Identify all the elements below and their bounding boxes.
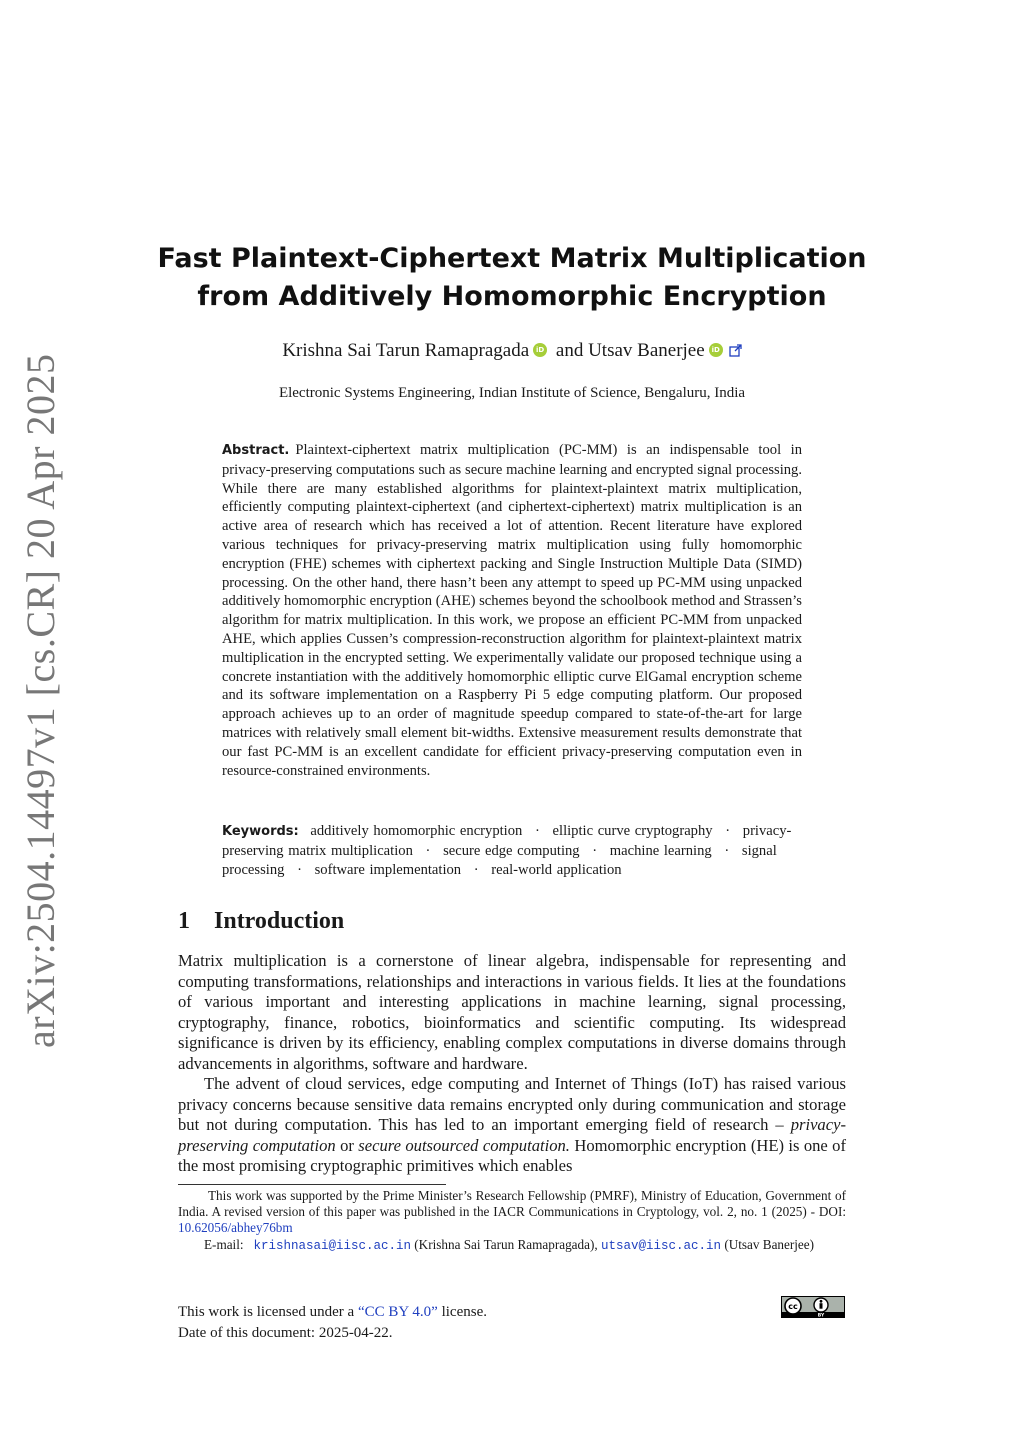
document-date: 2025-04-22. bbox=[318, 1325, 393, 1341]
abstract-label: Abstract. bbox=[222, 443, 290, 458]
by-text: BY bbox=[817, 1313, 825, 1318]
keywords-label: Keywords: bbox=[222, 824, 299, 839]
keyword: privacy-preserving matrix multiplication bbox=[222, 823, 792, 859]
footnote-funding bbox=[178, 1188, 846, 1237]
orcid-icon[interactable] bbox=[709, 343, 723, 357]
author-list bbox=[140, 337, 884, 365]
paragraph-text: Homomorphic encryption (HE) is one of the most promising cryptographic primitives which enables bbox=[178, 1135, 846, 1176]
email-owner-1: (Krishna Sai Tarun Ramapragada), bbox=[414, 1236, 598, 1252]
doi-link[interactable]: 10.62056/abhey76bm bbox=[178, 1220, 293, 1236]
section-heading bbox=[178, 905, 344, 937]
orcid-icon[interactable] bbox=[533, 343, 547, 357]
cc-by-license-icon[interactable] bbox=[781, 1296, 845, 1318]
keyword-separator: · bbox=[473, 861, 479, 878]
date-line bbox=[178, 1323, 678, 1344]
license-suffix: license. bbox=[441, 1304, 487, 1320]
email-link-2[interactable]: utsav@iisc.ac.in bbox=[600, 1238, 722, 1253]
footnote-email bbox=[178, 1237, 846, 1254]
body-paragraph bbox=[178, 1074, 846, 1177]
footnote-text: This work was supported by the Prime Minister’s Research Fellowship (PMRF), Ministry of Education, Government of India. A revised version of this paper was published in the IACR Communications in Cryptology, vol. 2, no. 1 (2025) - DOI: bbox=[178, 1188, 846, 1220]
keyword: secure edge computing bbox=[443, 842, 580, 859]
email-link-1[interactable]: krishnasai@iisc.ac.in bbox=[253, 1238, 411, 1253]
date-label: Date of this document: bbox=[178, 1325, 316, 1341]
author-name-2: Utsav Banerjee bbox=[588, 340, 705, 361]
license-block bbox=[178, 1302, 678, 1344]
emphasis-text: privacy-preserving computation bbox=[178, 1115, 846, 1155]
keyword-separator: · bbox=[592, 842, 598, 859]
keyword: software implementation bbox=[314, 861, 462, 878]
license-link[interactable]: “CC BY 4.0” bbox=[357, 1304, 438, 1320]
abstract bbox=[222, 441, 802, 780]
cc-text: cc bbox=[788, 1302, 798, 1311]
keyword-separator: · bbox=[425, 842, 431, 859]
section-number: 1 bbox=[178, 908, 190, 934]
author-conjunction: and bbox=[555, 340, 584, 361]
keyword-list bbox=[222, 823, 791, 878]
title-line-2: from Additively Homomorphic Encryption bbox=[197, 281, 827, 312]
arxiv-identifier: arXiv:2504.14497v1 [cs.CR] 20 Apr 2025 bbox=[18, 353, 63, 1048]
section-title: Introduction bbox=[214, 908, 345, 934]
keyword-separator: · bbox=[725, 823, 731, 839]
paper-title bbox=[140, 240, 884, 316]
footnote-divider bbox=[178, 1184, 446, 1185]
abstract-text: Plaintext-ciphertext matrix multiplication (PC-MM) is an indispensable tool in privacy-preserving computations such as secure machine learning and encrypted signal processing. While there are many established algorithms for plaintext-plaintext matrix multiplication, efficiently computing plaintext-ciphertext (and ciphertext-ciphertext) matrix multiplication is an active area of research which has received a lot of attention. Recent literature have explored various techniques for privacy-preserving matrix multiplication using fully homomorphic encryption (FHE) schemes with ciphertext packing and Single Instruction Multiple Data (SIMD) processing. On the other hand, there hasn’t been any attempt to speed up PC-MM using unpacked additively homomorphic encryption (AHE) schemes beyond the schoolbook method and Strassen’s algorithm for matrix multiplication. In this work, we propose an efficient PC-MM from unpacked AHE, which applies Cussen’s compression-reconstruction algorithm for plaintext-plaintext matrix multiplication in the encrypted setting. We experimentally validate our proposed technique using a concrete instantiation with the additively homomorphic elliptic curve ElGamal encryption scheme and its software implementation on a Raspberry Pi 5 edge computing platform. Our proposed approach achieves up to an order of magnitude speedup compared to state-of-the-art for large matrices with relatively small element bit-widths. Extensive measurement results demonstrate that our fast PC-MM is an excellent candidate for efficient privacy-preserving computation even in resource-constrained environments. bbox=[222, 442, 802, 779]
title-line-1: Fast Plaintext-Ciphertext Matrix Multiplication bbox=[157, 243, 867, 274]
author-name-1: Krishna Sai Tarun Ramapragada bbox=[282, 340, 530, 361]
keyword: additively homomorphic encryption bbox=[310, 823, 523, 839]
email-owner-2: (Utsav Banerjee) bbox=[724, 1236, 815, 1252]
keyword-separator: · bbox=[724, 842, 730, 859]
keyword: signal processing bbox=[222, 842, 777, 878]
paragraph-text: The advent of cloud services, edge computing and Internet of Things (IoT) has raised various privacy concerns because sensitive data remains encrypted only during communication and storage but not during computation. This has led to an important emerging field of research – bbox=[178, 1074, 846, 1135]
keyword: machine learning bbox=[609, 842, 712, 859]
affiliation: Electronic Systems Engineering, Indian Institute of Science, Bengaluru, India bbox=[278, 385, 746, 401]
emphasis-text: secure outsourced computation. bbox=[358, 1135, 570, 1155]
body-paragraph: Matrix multiplication is a cornerstone of linear algebra, indispensable for representing and computing transformations, relationships and interactions in various fields. It lies at the foundations of various important and interesting applications in machine learning, signal processing, cryptography, finance, robotics, bioinformatics and scientific computing. Its widespread significance is driven by its efficiency, enabling complex computations in diverse domains through advancements in algorithms, software and hardware. bbox=[178, 951, 846, 1073]
keywords bbox=[222, 822, 802, 879]
keyword-separator: · bbox=[297, 861, 302, 878]
keyword-separator: · bbox=[535, 823, 540, 839]
keyword: elliptic curve cryptography bbox=[552, 823, 713, 839]
footnotes bbox=[178, 1188, 846, 1254]
email-label: E-mail: bbox=[204, 1236, 244, 1252]
external-link-icon[interactable] bbox=[729, 344, 742, 357]
license-line bbox=[178, 1302, 678, 1323]
license-prefix: This work is licensed under a bbox=[178, 1304, 355, 1320]
paragraph-text: or bbox=[340, 1135, 354, 1155]
keyword: real-world application bbox=[491, 861, 622, 878]
